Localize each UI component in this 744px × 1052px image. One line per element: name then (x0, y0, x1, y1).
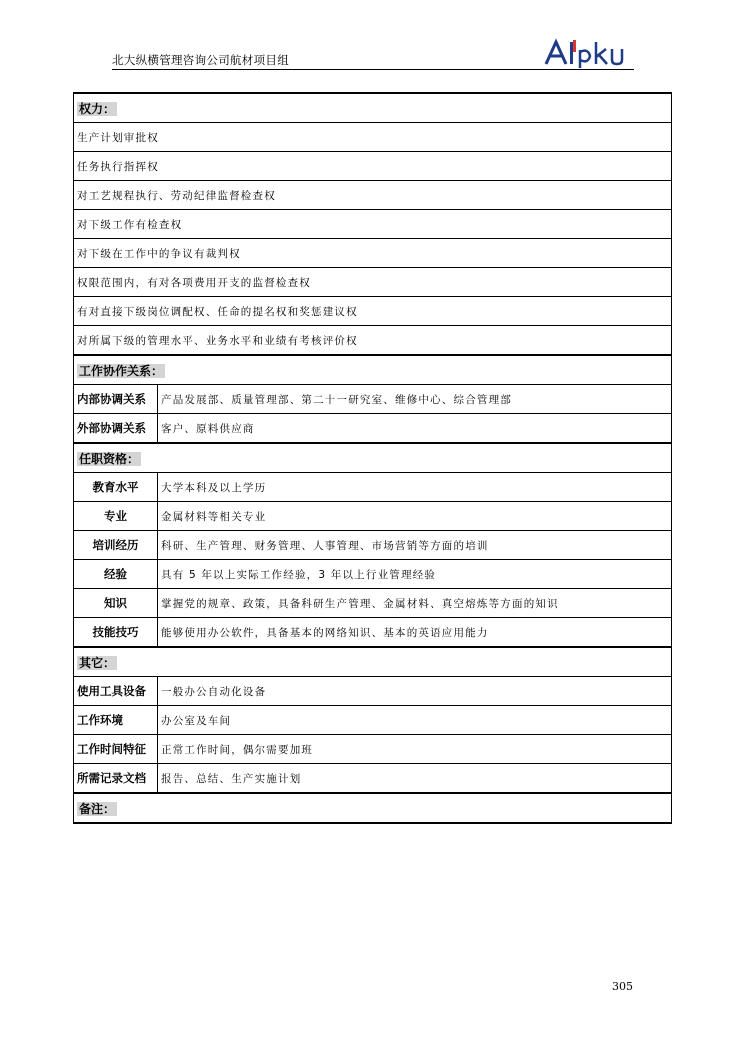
qualification-row (74, 589, 672, 618)
alpku-logo (544, 38, 634, 68)
qualification-title: 任职资格： (79, 451, 140, 466)
section-row-coordination (74, 355, 672, 385)
authority-row (74, 123, 672, 152)
coordination-value: 产品发展部、质量管理部、第二十一研究室、维修中心、综合管理部 (158, 385, 672, 414)
qualification-label: 经验 (74, 560, 158, 589)
qualification-value: 掌握党的规章、政策，具备科研生产管理、金属材料、真空熔炼等方面的知识 (158, 589, 672, 618)
authority-item: 对下级在工作中的争议有裁判权 (74, 239, 672, 268)
authority-item: 任务执行指挥权 (74, 152, 672, 181)
section-row-authority (74, 93, 672, 123)
section-row-qualification (74, 443, 672, 473)
other-label: 工作环境 (74, 706, 158, 735)
qualification-label: 教育水平 (74, 473, 158, 502)
qualification-row (74, 502, 672, 531)
qualification-row (74, 473, 672, 502)
qualification-label: 培训经历 (74, 531, 158, 560)
authority-row (74, 268, 672, 297)
qualification-value: 能够使用办公软件，具备基本的网络知识、基本的英语应用能力 (158, 618, 672, 648)
qualification-label: 技能技巧 (74, 618, 158, 648)
remarks-title: 备注： (79, 801, 116, 816)
authority-row (74, 326, 672, 356)
other-value: 办公室及车间 (158, 706, 672, 735)
coordination-row (74, 385, 672, 414)
section-row-remarks (74, 793, 672, 823)
qualification-label: 专业 (74, 502, 158, 531)
coordination-label: 外部协调关系 (74, 414, 158, 444)
authority-item: 权限范围内，有对各项费用开支的监督检查权 (74, 268, 672, 297)
authority-row (74, 210, 672, 239)
authority-title: 权力： (79, 101, 116, 116)
qualification-value: 具有 5 年以上实际工作经验，3 年以上行业管理经验 (158, 560, 672, 589)
other-value: 正常工作时间，偶尔需要加班 (158, 735, 672, 764)
authority-item: 对下级工作有检查权 (74, 210, 672, 239)
other-row (74, 706, 672, 735)
other-row (74, 764, 672, 794)
coordination-title: 工作协作关系： (79, 363, 164, 378)
page-number: 305 (612, 980, 633, 993)
authority-item: 对所属下级的管理水平、业务水平和业绩有考核评价权 (74, 326, 672, 356)
qualification-row (74, 560, 672, 589)
other-label: 所需记录文档 (74, 764, 158, 794)
other-value: 一般办公自动化设备 (158, 677, 672, 706)
other-row (74, 677, 672, 706)
authority-item: 对工艺规程执行、劳动纪律监督检查权 (74, 181, 672, 210)
section-row-other (74, 647, 672, 677)
authority-row (74, 297, 672, 326)
other-label: 工作时间特征 (74, 735, 158, 764)
qualification-row (74, 618, 672, 648)
qualification-value: 金属材料等相关专业 (158, 502, 672, 531)
authority-row (74, 181, 672, 210)
qualification-value: 科研、生产管理、财务管理、人事管理、市场营销等方面的培训 (158, 531, 672, 560)
authority-row (74, 152, 672, 181)
header-company: 北大纵横管理咨询公司航材项目组 (112, 53, 289, 67)
authority-item: 生产计划审批权 (74, 123, 672, 152)
authority-row (74, 239, 672, 268)
other-title: 其它： (79, 655, 116, 670)
other-value: 报告、总结、生产实施计划 (158, 764, 672, 794)
job-description-table (73, 92, 672, 824)
other-label: 使用工具设备 (74, 677, 158, 706)
authority-item: 有对直接下级岗位调配权、任命的提名权和奖惩建议权 (74, 297, 672, 326)
coordination-row (74, 414, 672, 444)
page-header (112, 38, 634, 70)
qualification-row (74, 531, 672, 560)
qualification-label: 知识 (74, 589, 158, 618)
coordination-label: 内部协调关系 (74, 385, 158, 414)
qualification-value: 大学本科及以上学历 (158, 473, 672, 502)
other-row (74, 735, 672, 764)
header-divider (112, 69, 634, 70)
coordination-value: 客户、原料供应商 (158, 414, 672, 444)
